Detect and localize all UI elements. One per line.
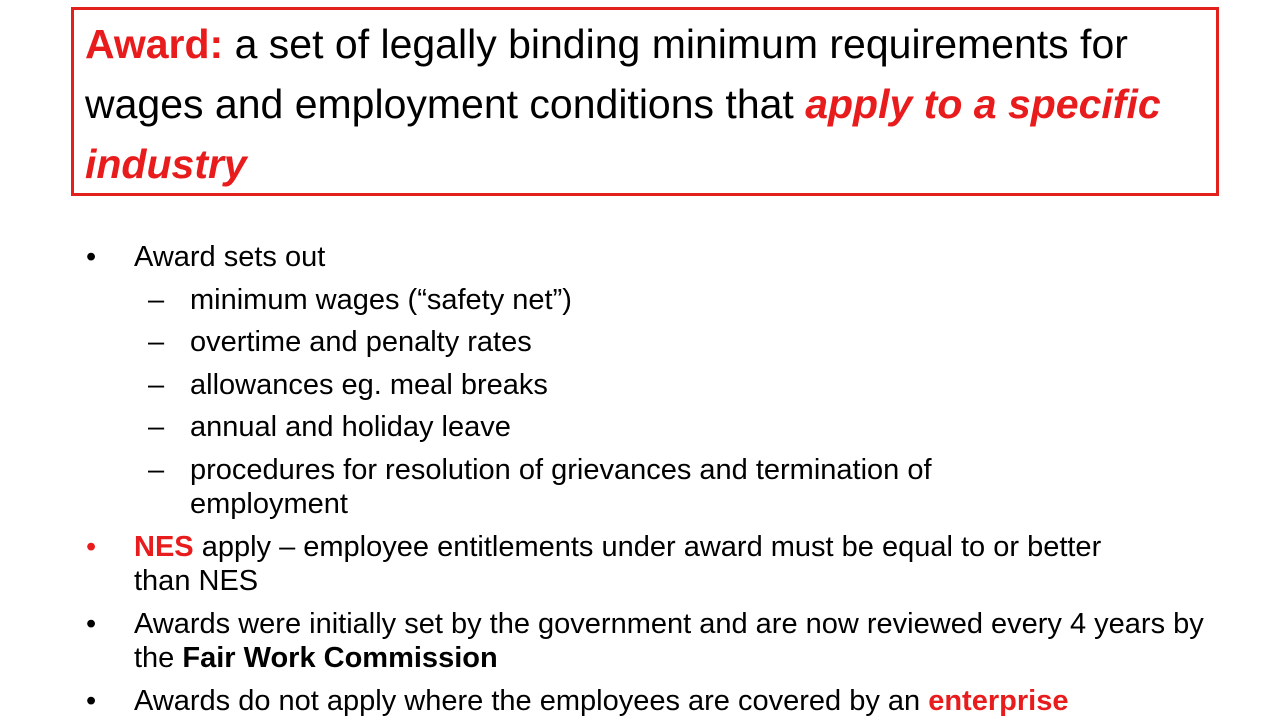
nes-highlight: NES [134,531,194,563]
bullet-marker: • [86,241,97,273]
bullet-text: Awards were initially set by the government and are now reviewed every 4 years by the [134,608,1204,674]
subitem-text: annual and holiday leave [190,411,511,443]
bullet-marker: • [86,531,97,563]
definition-emphasis: apply to a specific industry [85,81,1161,187]
dash-marker: – [148,326,165,358]
enterprise-highlight: enterprise [928,685,1069,717]
dash-marker: – [148,369,165,401]
subitem-leave [148,410,1280,444]
bullet-text: Award sets out [134,241,326,273]
fair-work-commission: Fair Work Commission [182,642,498,674]
subitem-minimum-wages [148,283,1280,317]
definition-body: a set of legally binding minimum requirements for wages and employment conditions that [85,21,1128,127]
subitem-text: procedures for resolution of grievances and termination of employment [190,454,932,520]
subitem-overtime [148,325,1280,359]
subitem-text: overtime and penalty rates [190,326,532,358]
bullet-award-sets-out [86,240,1234,274]
bullet-text: apply – employee entitlements under award must be equal to or better than NES [134,531,1102,597]
subitem-allowances [148,368,1280,402]
dash-marker: – [148,284,165,316]
subitem-procedures [148,453,1090,521]
bullet-marker: • [86,685,97,717]
bullet-enterprise [86,684,1234,718]
bullet-marker: • [86,608,97,640]
bullet-nes [86,530,1154,598]
definition-term: Award: [85,21,224,67]
subitem-text: minimum wages (“safety net”) [190,284,572,316]
bullet-fair-work [86,607,1214,675]
subitem-text: allowances eg. meal breaks [190,369,548,401]
bullet-text: Awards do not apply where the employees are covered by an [134,685,929,717]
dash-marker: – [148,411,165,443]
dash-marker: – [148,454,165,486]
